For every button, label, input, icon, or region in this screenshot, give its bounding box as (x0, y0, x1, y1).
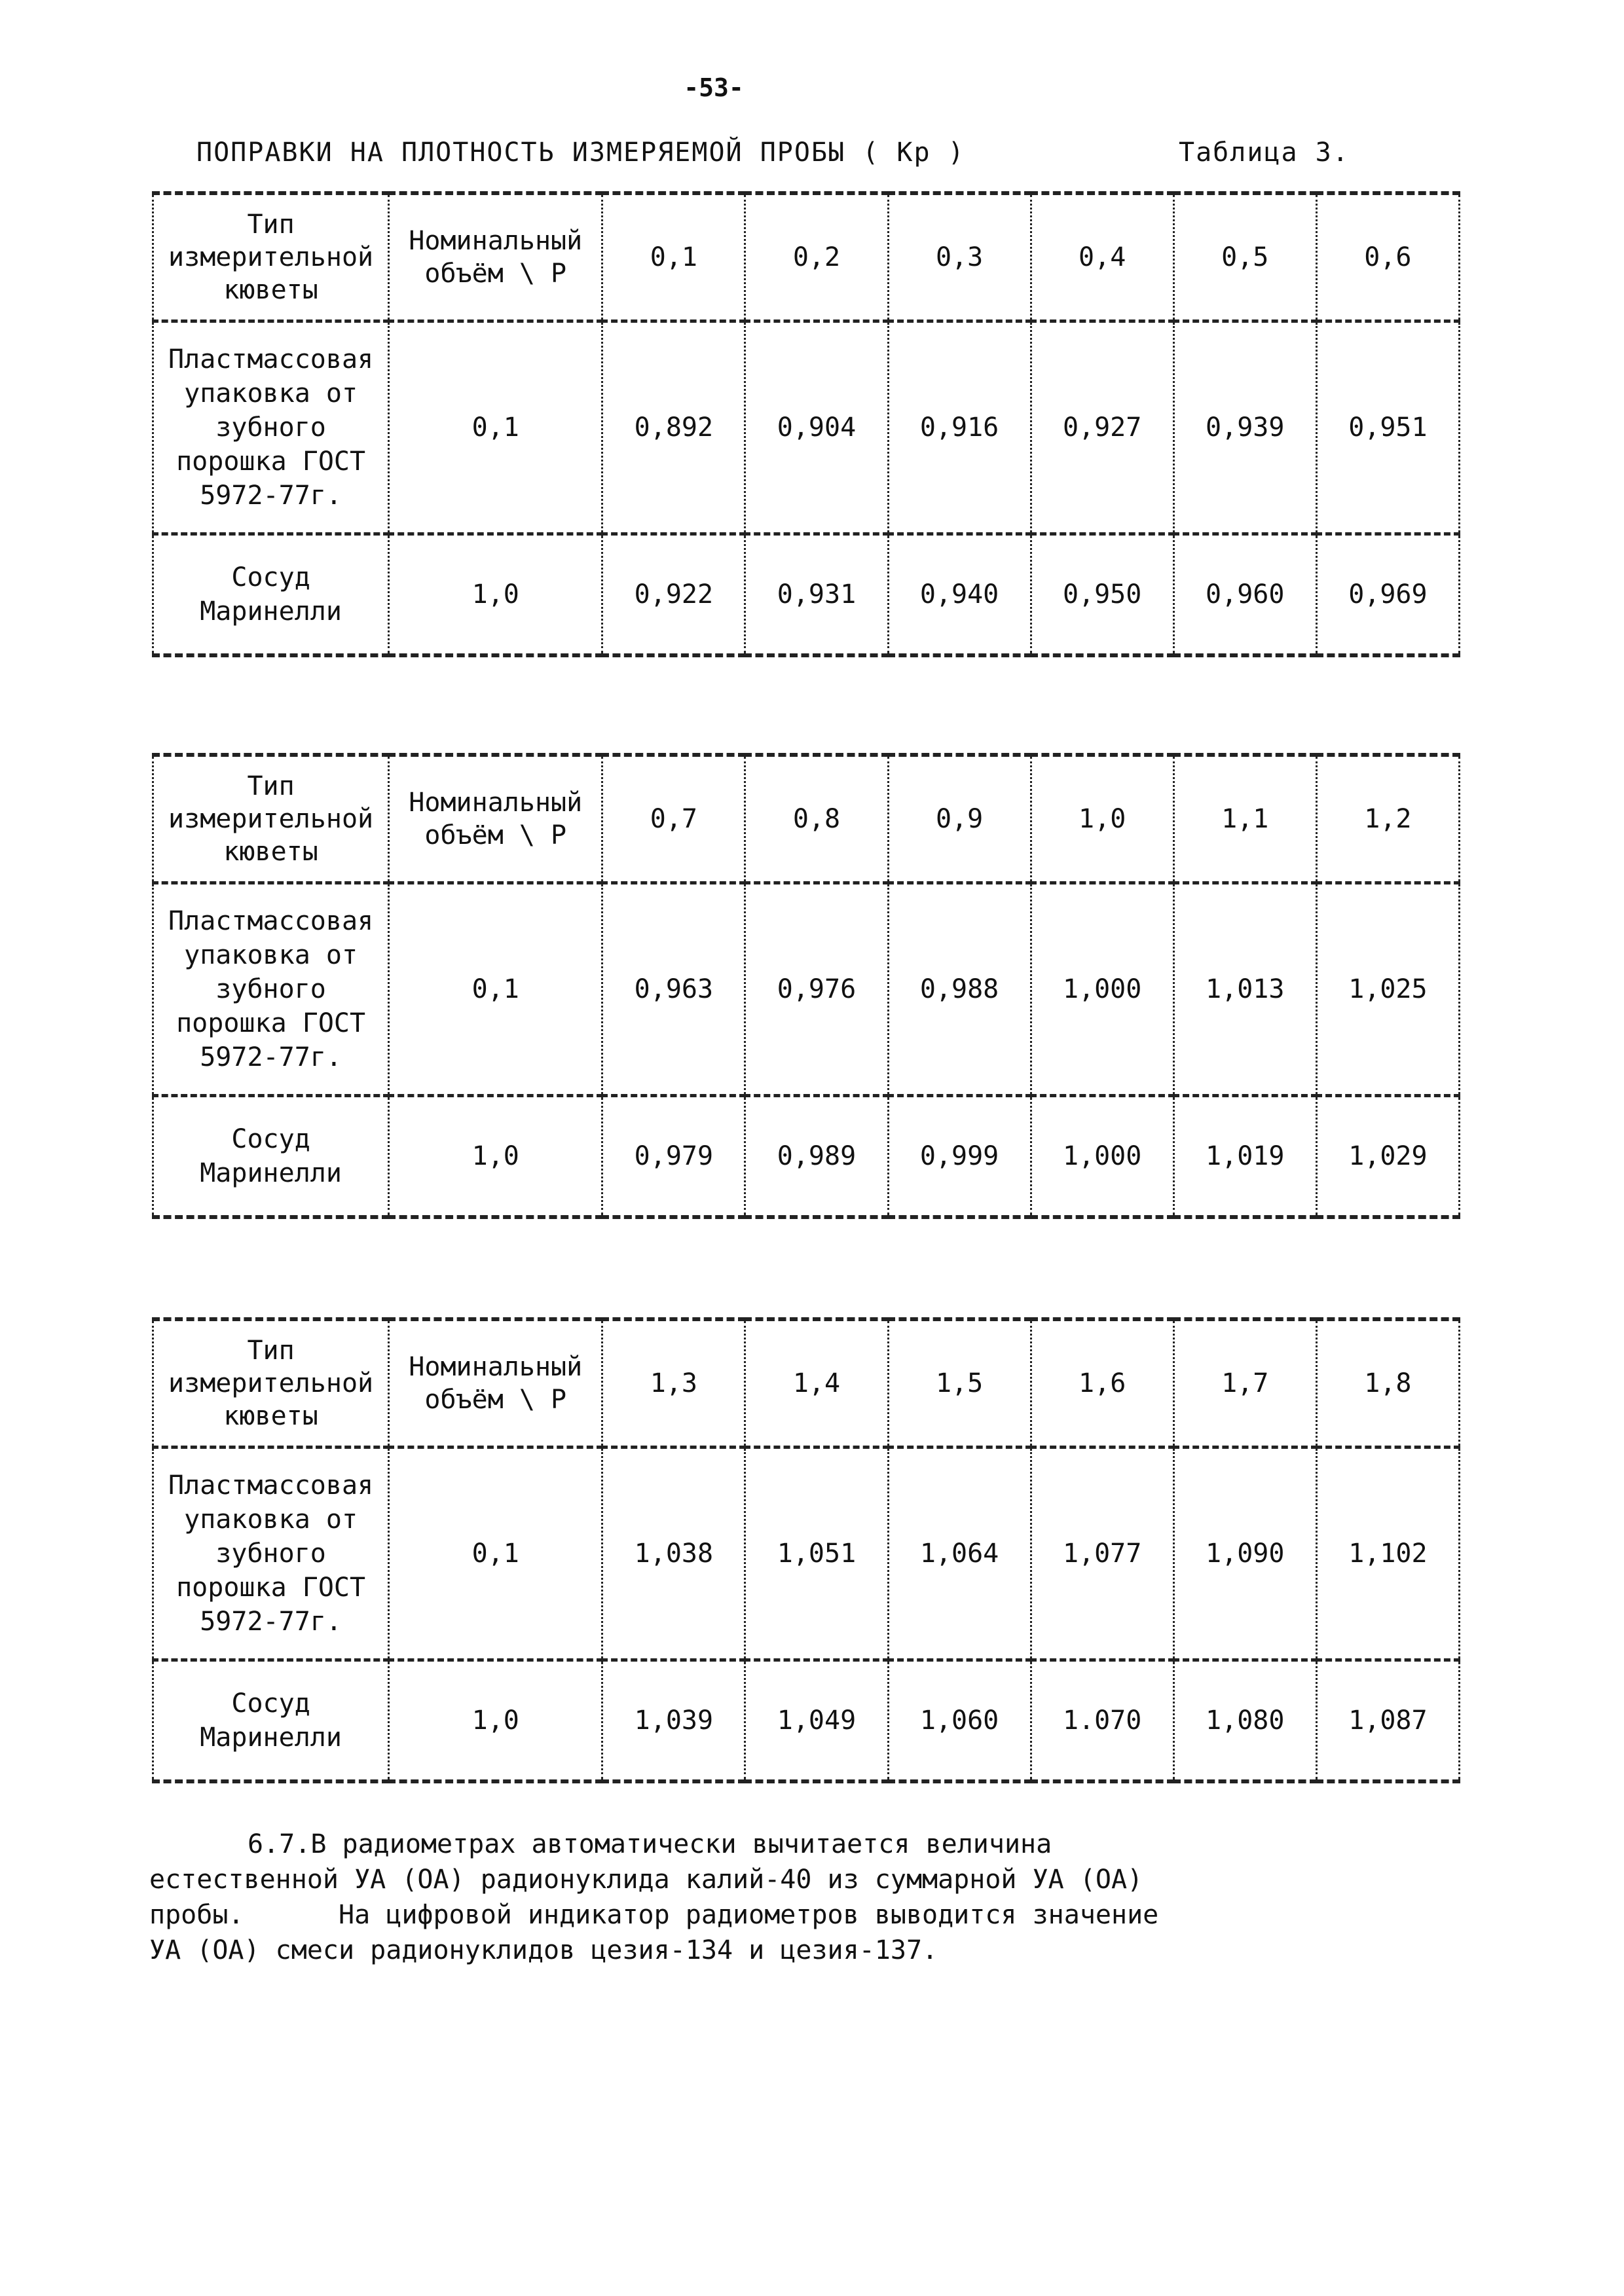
body-paragraph (149, 1827, 1466, 1968)
table-heading (196, 137, 1350, 168)
row-label: Сосуд Маринелли (153, 1660, 389, 1782)
page-number: -53- (684, 73, 744, 102)
table-cell: 0,989 (745, 1096, 888, 1218)
paragraph-line: естественной УА (ОА) радионуклида калий-40 из суммарной УА (ОА) (149, 1865, 1143, 1895)
header-type-cell: Тип измерительной кюветы (153, 193, 389, 321)
row-label: Сосуд Маринелли (153, 534, 389, 656)
table-cell: 0,979 (602, 1096, 745, 1218)
paragraph-line: пробы. На цифровой индикатор радиометров выводится значение (149, 1900, 1159, 1930)
header-type-cell: Тип измерительной кюветы (153, 755, 389, 883)
header-type-cell: Тип измерительной кюветы (153, 1319, 389, 1448)
table-cell: 1,019 (1173, 1096, 1316, 1218)
table-title: ПОПРАВКИ НА ПЛОТНОСТЬ ИЗМЕРЯЕМОЙ ПРОБЫ ( Kp ) (196, 137, 965, 168)
density-header: 1,2 (1316, 755, 1459, 883)
row-volume: 0,1 (389, 321, 602, 534)
row-volume: 0,1 (389, 883, 602, 1096)
density-header: 0,5 (1173, 193, 1316, 321)
density-header: 0,9 (888, 755, 1031, 883)
table-cell: 1,038 (602, 1448, 745, 1660)
header-volume-label: Номинальный объём (409, 1352, 583, 1415)
table-cell: 1,080 (1173, 1660, 1316, 1782)
density-header: 0,1 (602, 193, 745, 321)
density-header: 1,3 (602, 1319, 745, 1448)
density-header: 1,1 (1173, 755, 1316, 883)
table-cell: 0,950 (1031, 534, 1173, 656)
table-cell: 1,087 (1316, 1660, 1459, 1782)
table-row (153, 1660, 1460, 1782)
paragraph-line: 6.7.В радиометрах автоматически вычитается величина (248, 1829, 1052, 1859)
correction-table-2 (152, 753, 1460, 1219)
table-row (153, 1448, 1460, 1660)
header-volume-cell: Номинальный объём \ P (389, 193, 602, 321)
paragraph-line: УА (ОА) смеси радионуклидов цезия-134 и цезия-137. (149, 1935, 938, 1965)
table-cell: 1.070 (1031, 1660, 1173, 1782)
header-volume-cell: Номинальный объём \ P (389, 755, 602, 883)
table-cell: 0,892 (602, 321, 745, 534)
header-p-symbol: P (551, 1385, 567, 1415)
row-volume: 0,1 (389, 1448, 602, 1660)
density-header: 1,6 (1031, 1319, 1173, 1448)
table-cell: 0,927 (1031, 321, 1173, 534)
table-cell: 1,029 (1316, 1096, 1459, 1218)
density-header: 1,0 (1031, 755, 1173, 883)
table-cell: 1,102 (1316, 1448, 1459, 1660)
header-volume-label: Номинальный объём (409, 226, 583, 289)
density-header: 0,2 (745, 193, 888, 321)
row-label: Пластмассовая упаковка от зубного порошка ГОСТ 5972-77г. (153, 1448, 389, 1660)
table-cell: 1,013 (1173, 883, 1316, 1096)
table-header-row (153, 1319, 1460, 1448)
row-volume: 1,0 (389, 534, 602, 656)
table-row (153, 321, 1460, 534)
table-row (153, 883, 1460, 1096)
table-cell: 1,090 (1173, 1448, 1316, 1660)
table-cell: 0,940 (888, 534, 1031, 656)
row-volume: 1,0 (389, 1660, 602, 1782)
table-cell: 1,025 (1316, 883, 1459, 1096)
table-cell: 0,969 (1316, 534, 1459, 656)
row-label: Пластмассовая упаковка от зубного порошка ГОСТ 5972-77г. (153, 883, 389, 1096)
header-p-symbol: P (551, 259, 567, 289)
table-cell: 0,939 (1173, 321, 1316, 534)
density-header: 1,7 (1173, 1319, 1316, 1448)
table-label: Таблица 3. (1179, 137, 1350, 168)
density-header: 0,4 (1031, 193, 1173, 321)
density-header: 1,4 (745, 1319, 888, 1448)
density-header: 0,6 (1316, 193, 1459, 321)
table-cell: 0,988 (888, 883, 1031, 1096)
table-header-row (153, 755, 1460, 883)
table-cell: 0,976 (745, 883, 888, 1096)
density-header: 1,8 (1316, 1319, 1459, 1448)
table-header-row (153, 193, 1460, 321)
table-cell: 0,963 (602, 883, 745, 1096)
row-label: Сосуд Маринелли (153, 1096, 389, 1218)
table-cell: 1,000 (1031, 883, 1173, 1096)
table-cell: 0,999 (888, 1096, 1031, 1218)
correction-table-3 (152, 1317, 1460, 1783)
table-cell: 1,077 (1031, 1448, 1173, 1660)
density-header: 0,3 (888, 193, 1031, 321)
table-cell: 1,049 (745, 1660, 888, 1782)
table-cell: 0,931 (745, 534, 888, 656)
density-header: 1,5 (888, 1319, 1031, 1448)
table-cell: 1,039 (602, 1660, 745, 1782)
table-cell: 1,064 (888, 1448, 1031, 1660)
header-volume-cell: Номинальный объём \ P (389, 1319, 602, 1448)
table-row (153, 534, 1460, 656)
correction-table-1 (152, 191, 1460, 657)
row-label: Пластмассовая упаковка от зубного порошка ГОСТ 5972-77г. (153, 321, 389, 534)
table-cell: 0,904 (745, 321, 888, 534)
table-cell: 1,060 (888, 1660, 1031, 1782)
table-cell: 1,000 (1031, 1096, 1173, 1218)
table-cell: 0,922 (602, 534, 745, 656)
table-cell: 0,960 (1173, 534, 1316, 656)
density-header: 0,7 (602, 755, 745, 883)
row-volume: 1,0 (389, 1096, 602, 1218)
header-volume-label: Номинальный объём (409, 788, 583, 850)
table-cell: 0,951 (1316, 321, 1459, 534)
table-row (153, 1096, 1460, 1218)
density-header: 0,8 (745, 755, 888, 883)
table-cell: 0,916 (888, 321, 1031, 534)
header-p-symbol: P (551, 820, 567, 850)
table-cell: 1,051 (745, 1448, 888, 1660)
